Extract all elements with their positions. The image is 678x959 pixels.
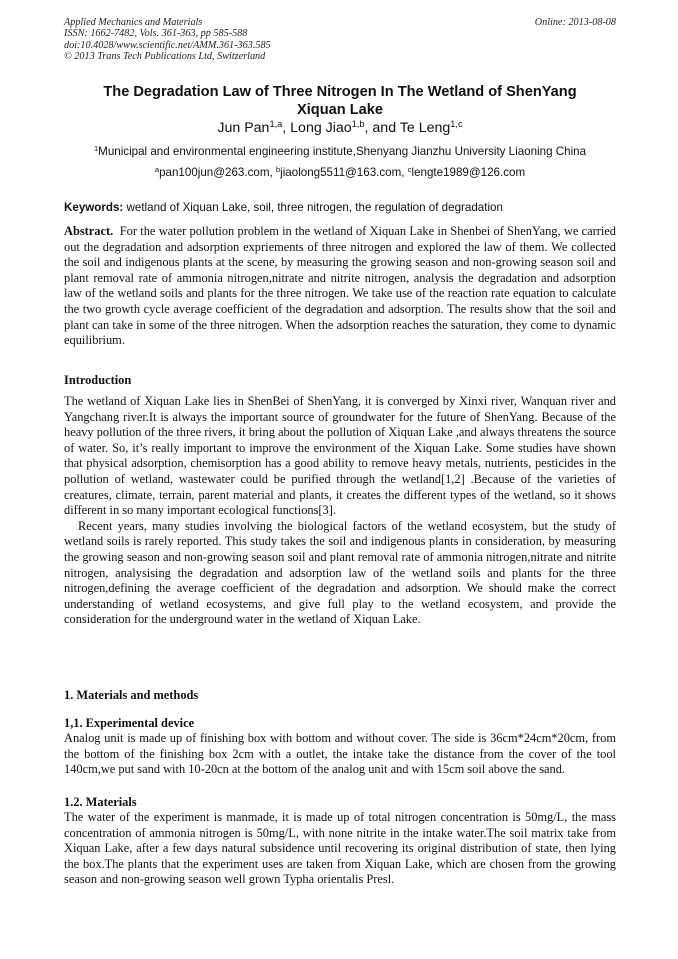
- journal-name: Applied Mechanics and Materials: [64, 17, 203, 28]
- keywords-label: Keywords:: [64, 201, 124, 214]
- abstract-text: For the water pollution problem in the wetland of Xiquan Lake in Shenbei of ShenYang, we carried out the degradation and adsorption expriements of three nitrogen and explored the law of them. We collected the soil and indigenous plants at the scene, by measuring the growing season and non-growing season soil and plant removal rate of ammonia nitrogen,nitrate and nitrite nitrogen, analysis the degradation and adsorption law of the wetland soils and plants for the three nitrogen. We take use of the reaction rate equation to calculate the two growth cycle average coefficient of the degradation and adsorption. The results show that the soil and plant can take in some of the three nitrogen. When the adsorption reaches the saturation, they come to dynamic equilibrium.: [64, 224, 620, 348]
- author-separator: , and: [364, 120, 400, 136]
- materials-heading: 1.2. Materials: [64, 795, 137, 809]
- abstract: [64, 224, 620, 349]
- keywords-text: wetland of Xiquan Lake, soil, three nitrogen, the regulation of degradation: [123, 201, 503, 214]
- author-name: Long Jiao: [290, 120, 352, 136]
- author-affiliation-mark: 1,c: [450, 118, 463, 129]
- experimental-device-heading: 1,1. Experimental device: [64, 716, 195, 730]
- materials-methods-heading: 1. Materials and methods: [64, 688, 199, 702]
- title-line-2: Xiquan Lake: [297, 102, 383, 118]
- doi-line[interactable]: doi:10.4028/www.scientific.net/AMM.361-363.585: [64, 39, 271, 51]
- introduction-paragraph-1: The wetland of Xiquan Lake lies in ShenBei of ShenYang, it is converged by Xinxi river, Wanquan river and Yangchang river.It is always the important source of groundwater for the future of ShenYang. Because of the heavy pollution of the three rivers, it bring about the pollution of Xiquan Lake ,and always threatens the source of water. So, it’s really important to improve the environment of the Xiquan Lake. Some studies have shown that physical adsorption, chemisorption has a good ability to remove heavy metals, nutrients, pesticides in the pollution of wetland, wastewater could be purified through the wetland[1,2] .Because of the varieties of creatures, climate, terrain, parent material and plants, it creates the different types of the wetland, so it shows different in so many important ecological functions[3].: [64, 394, 616, 518]
- abstract-label: Abstract.: [64, 224, 114, 238]
- introduction-heading: Introduction: [64, 373, 132, 387]
- introduction-paragraph-2: Recent years, many studies involving the biological factors of the wetland ecosystem, but the study of wetland soils is rarely reported. This study takes the soil and indigenous plants in consideration, by measuring the growing season and non-growing season soil and plant removal rate of ammonia nitrogen,nitrate and nitrite nitrogen, analysising the degradation and adsorption law of the wetland soils and plants for the three nitrogen,defining the average coefficient of the degradation and adsorption. We should make the correct understanding of wetland ecosystems, and give full play to the wetland ecosystem, and provide the consideration for the underground water in the wetland of Xiquan Lake.: [64, 518, 616, 627]
- author-affiliation-mark: 1,b: [351, 118, 365, 129]
- email-address[interactable]: pan100jun@263.com: [159, 166, 270, 179]
- affiliation-text: Municipal and environmental engineering institute,Shenyang Jianzhu University Liaoning China: [98, 145, 587, 158]
- issn-line: ISSN: 1662-7482, Vols. 361-363, pp 585-588: [64, 28, 248, 40]
- experimental-device-text: Analog unit is made up of finishing box with bottom and without cover. The side is 36cm*24cm*20cm, from the bottom of the finishing box 2cm with a outlet, the intake take the distance from the cover of the tool 140cm,we put sand with 10-20cn at the bottom of the analog unit and with 15cm soil above the sand.: [64, 731, 616, 777]
- keywords: [64, 201, 616, 215]
- author-name: Te Leng: [399, 120, 451, 136]
- materials-text: The water of the experiment is manmade, it is made up of total nitrogen concentration is 50mg/L, the mass concentration of ammonia nitrogen is 50mg/L, with none nitrite in the intake water.The soil matrix take from Xiquan Lake, after a few days natural subsidence until recovering its original distribution of state, then lying the box.The plants that the experiment uses are taken from Xiquan Lake, which are chosen from the growing season and non-growing season well grown Typha orientalis Presl.: [64, 810, 616, 887]
- author-separator: ,: [282, 120, 291, 136]
- email-list: $^a$pan100jun@263.com, $^b$jiaolong5511@163.com, $^c$lengte1989@126.com: [154, 164, 526, 179]
- email-address[interactable]: jiaolong5511@163.com: [280, 166, 402, 179]
- email-mark: b: [275, 164, 281, 174]
- email-mark: c: [407, 164, 412, 174]
- author-name: Jun Pan: [217, 120, 270, 136]
- email-mark: a: [154, 164, 160, 174]
- copyright-line: © 2013 Trans Tech Publications Ltd, Switzerland: [64, 50, 266, 62]
- introduction-body: [64, 394, 616, 628]
- paper-title: [64, 83, 616, 119]
- author-list: [64, 119, 616, 137]
- email-address[interactable]: lengte1989@126.com: [411, 166, 526, 179]
- affiliation-mark: 1: [93, 143, 99, 153]
- affiliation: [64, 145, 616, 159]
- author-affiliation-mark: 1,a: [269, 118, 283, 129]
- title-line-1: The Degradation Law of Three Nitrogen In The Wetland of ShenYang: [103, 84, 577, 100]
- online-date: Online: 2013-08-08: [534, 17, 616, 28]
- journal-header: [64, 17, 616, 62]
